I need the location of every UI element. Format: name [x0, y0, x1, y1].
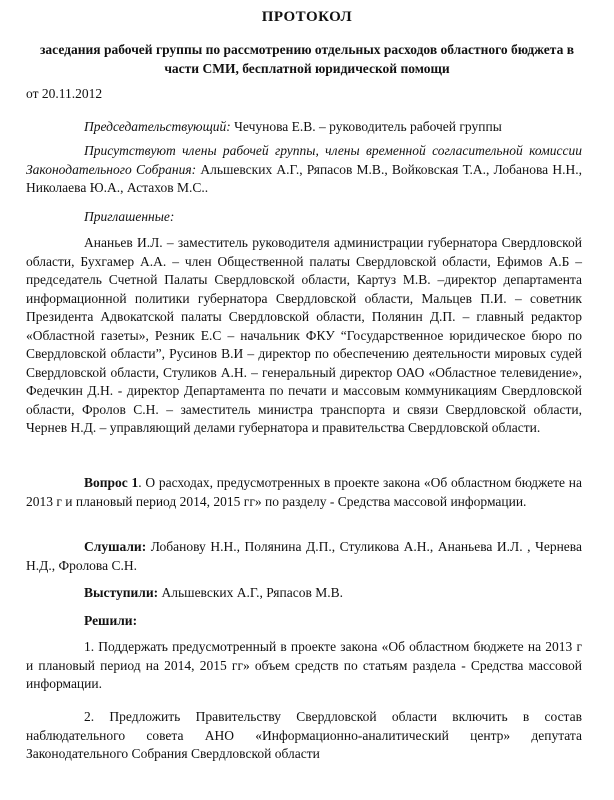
spoke-label: Выступили: [84, 585, 159, 600]
heard-text: Лобанову Н.Н., Полянина Д.П., Стуликова А.Н., Ананьева И.Л. , Чернева Н.Д., Фролова С.Н. [26, 539, 582, 573]
chair-paragraph [26, 118, 582, 137]
decision-item: 2. Предложить Правительству Свердловской области включить в состав наблюдательного совета АНО «Информационно-аналитический центр» депутата Законодательного Собрания Свердловской области [26, 709, 582, 761]
question-label: Вопрос 1 [84, 475, 139, 490]
decided-label: Решили: [84, 613, 138, 628]
invited-text: Ананьев И.Л. – заместитель руководителя администрации губернатора Свердловской области, Бухгамер А.А. – член Общественной палаты Свердловской области, Ефимов А.Б – председатель Счетной Палаты Свердловской области, Картуз М.В. –директор департамента информационной политики губернатора Свердловской области, Мальцев П.И. – советник Президента Адвокатской палаты Свердловской области, Полянин Д.П. – главный редактор «Областной газеты», Резник Е.С – начальник ФКУ “Государственное юридическое бюро по Свердловской области”, Русинов В.И – директор по обеспечению деятельности мировых судей Свердловской области, Стуликов А.Н. – генеральный директор ОАО «Областное телевидение», Федечкин Д.Н. - директор Департамента по печати и массовым коммуникациям Свердловской области, Фролов С.Н. – заместитель министра транспорта и связи Свердловской области, Чернев Н.Д. – управляющий делами губернатора и правительства Свердловской области. [26, 235, 582, 435]
chair-text: Чечунова Е.В. – руководитель рабочей группы [230, 119, 502, 134]
spoke-text: Альшевских А.Г., Ряпасов М.В. [158, 585, 343, 600]
document-title: ПРОТОКОЛ [261, 9, 353, 25]
present-paragraph [26, 142, 582, 198]
heard-paragraph [26, 538, 582, 575]
chair-label: Председательствующий: [84, 119, 231, 134]
decision-item: 1. Поддержать предусмотренный в проекте закона «Об областном бюджете на 2013 г и плановый период на 2014, 2015 гг» объем средств по статьям раздела - Средства массовой информации. [26, 639, 582, 691]
document-subtitle: заседания рабочей группы по рассмотрению отдельных расходов областного бюджета в части СМИ, бесплатной юридической помощи [40, 42, 574, 76]
question-text: . О расходах, предусмотренных в проекте закона «Об областном бюджете на 2013 г и плановый период 2014, 2015 гг» по разделу - Средства массовой информации. [26, 475, 582, 509]
heard-label: Слушали: [84, 539, 147, 554]
invited-label: Приглашенные: [84, 209, 175, 224]
present-label: Присутствуют члены рабочей группы, члены временной согласительной комиссии Законодательного Собрания: [26, 143, 582, 177]
document-date: от 20.11.2012 [26, 86, 103, 101]
present-text: Альшевских А.Г., Ряпасов М.В., Войковская Т.А., Лобанова Н.Н., Николаева Ю.А., Астахов М.С.. [26, 161, 582, 195]
question-paragraph [26, 474, 582, 511]
spoke-paragraph [26, 584, 582, 603]
